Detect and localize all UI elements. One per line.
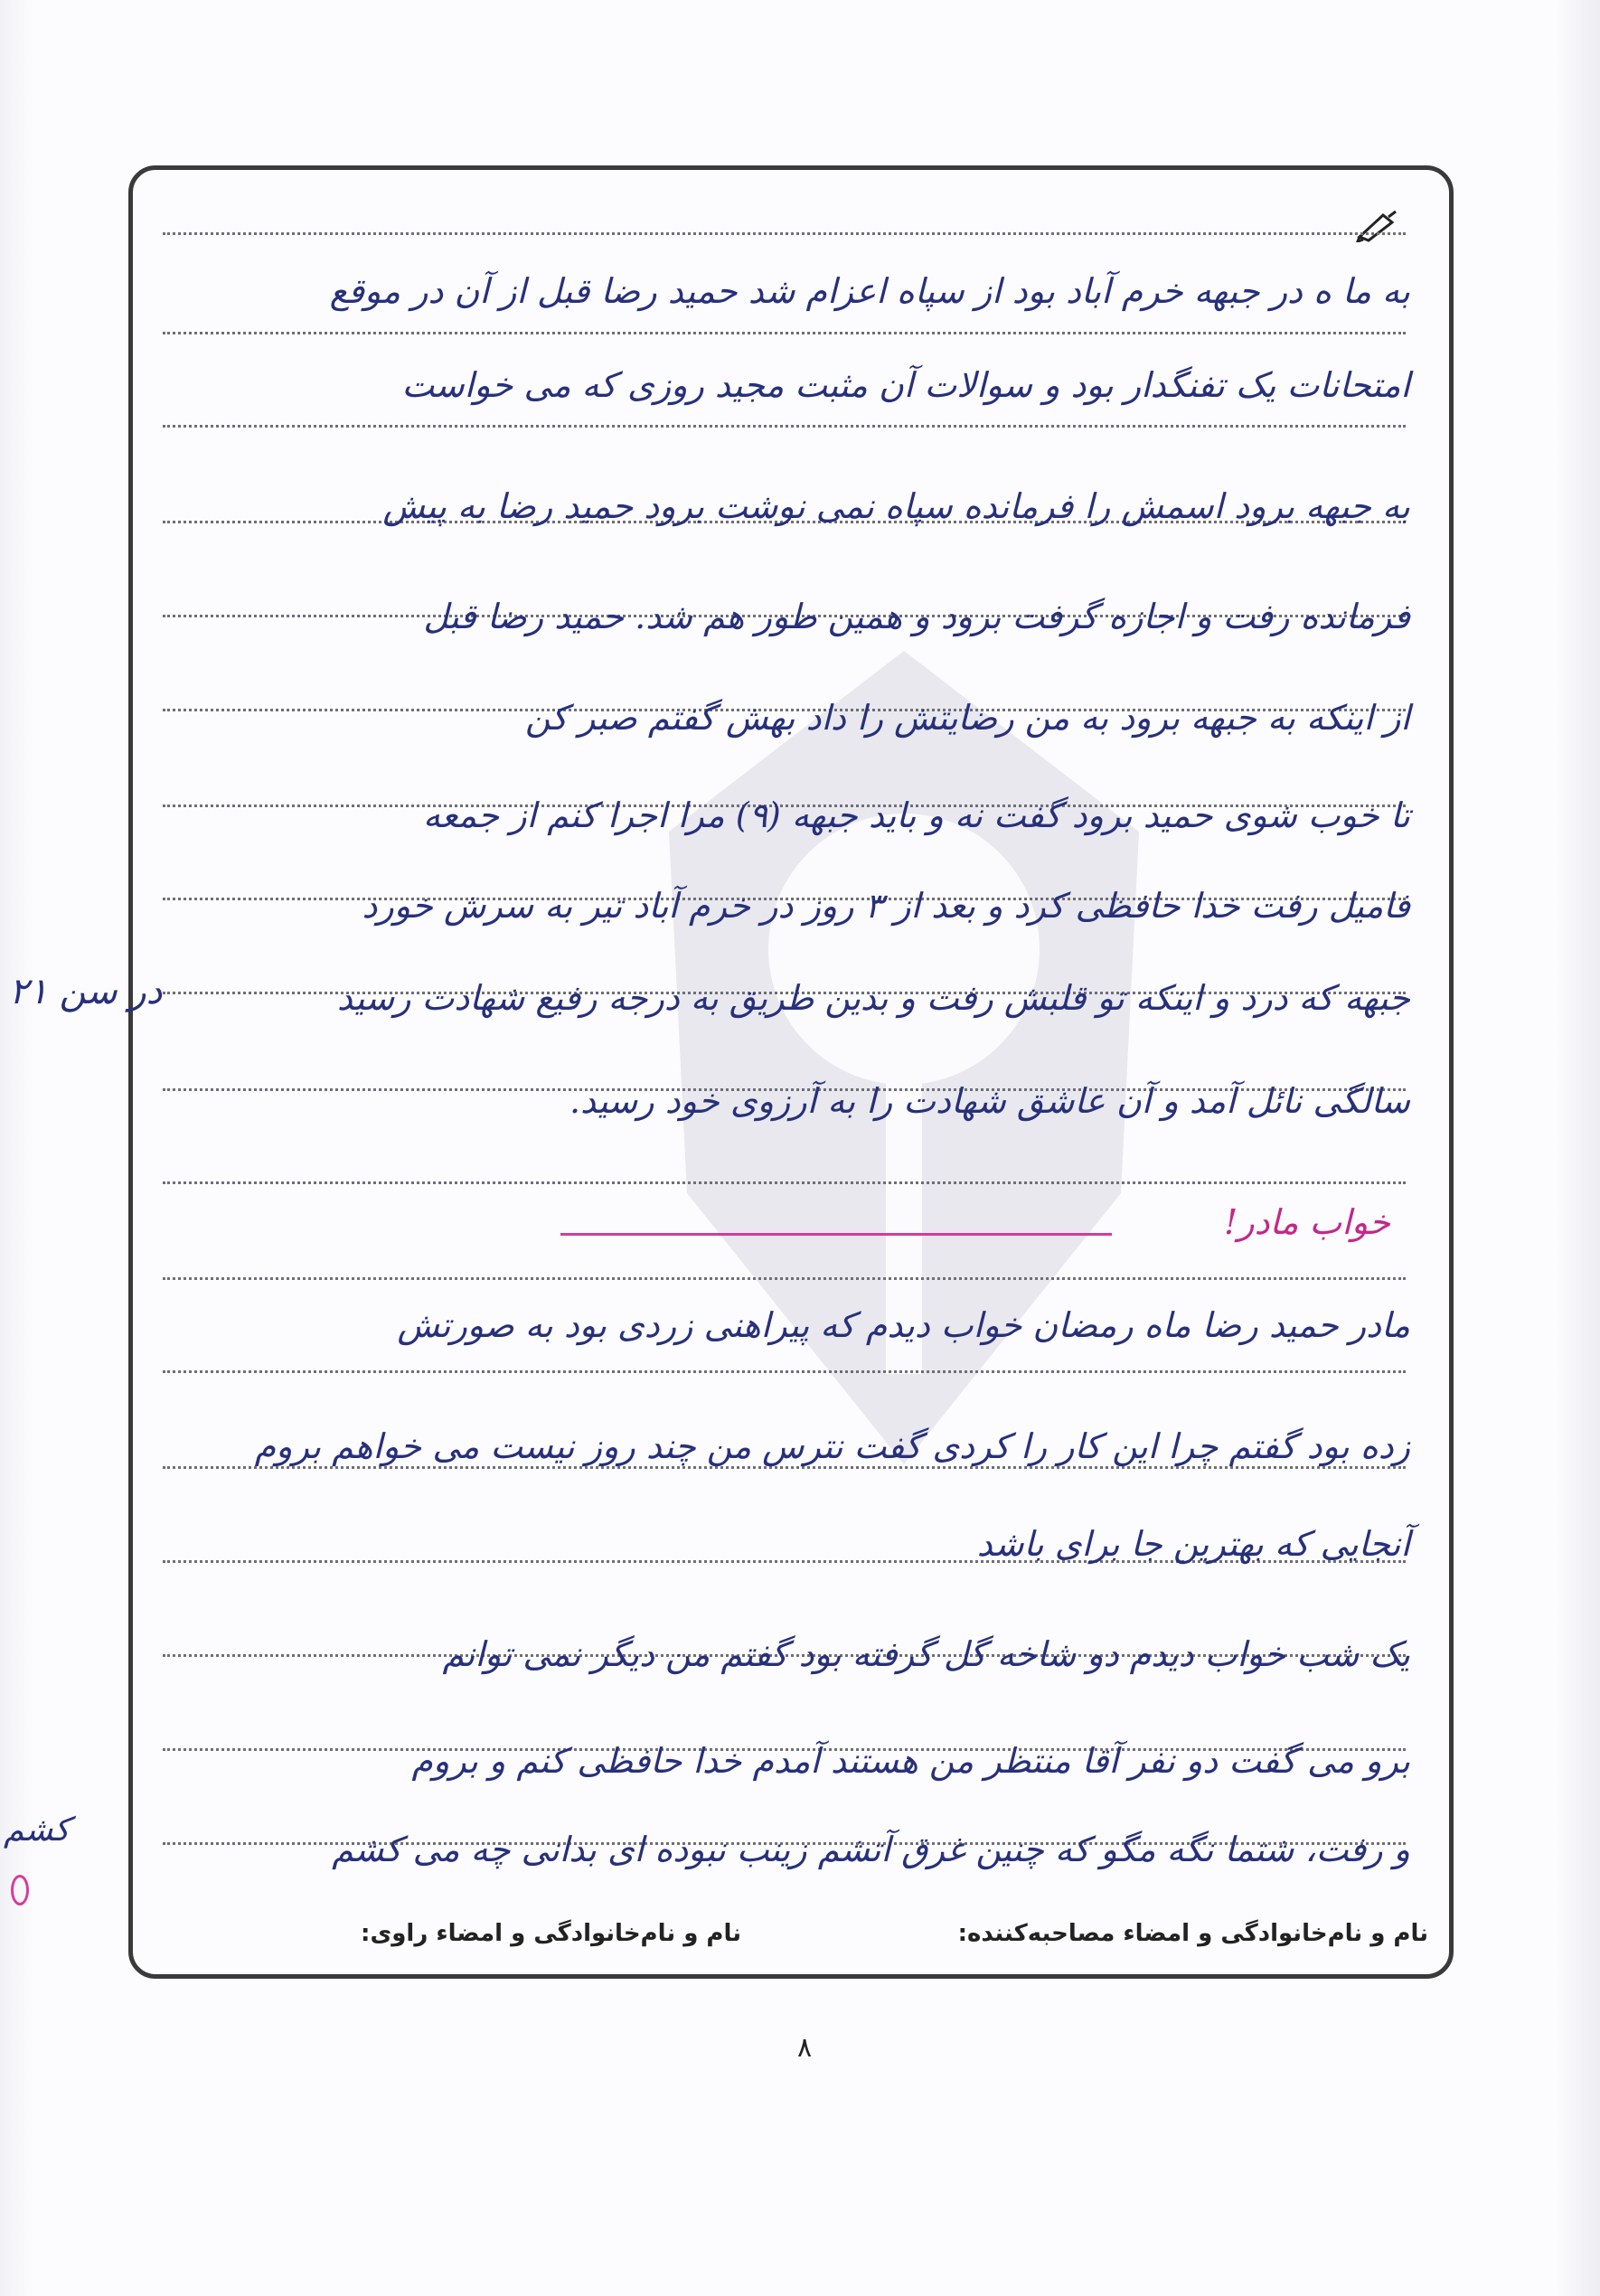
- heading-underline: [560, 1233, 1112, 1236]
- narrator-signature-label: نام و نام‌خانوادگی و امضاء راوی:: [361, 1920, 741, 1947]
- handwritten-line: مادر حمید رضا ماه رمضان خواب دیدم که پیراهنی زردی بود به صورتش: [397, 1305, 1410, 1345]
- margin-note-bottom: کشم: [4, 1811, 71, 1849]
- handwritten-line: زده بود گفتم چرا این کار را کردی گفت نترس من چند روز نیست می خواهم بروم: [254, 1426, 1410, 1466]
- handwritten-line: فرمانده رفت و اجازه گرفت برود و همین طور هم شد. حمید رضا قبل: [423, 597, 1410, 636]
- handwritten-line: و رفت، شتما نگه مگو که چنین غرق آتشم زینب نبوده ای بدانی چه می کشم: [332, 1830, 1410, 1869]
- handwritten-line: فامیل رفت خدا حافظی کرد و بعد از ۳ روز در خرم آباد تیر به سرش خورد: [362, 886, 1410, 926]
- handwritten-line: سالگی نائل آمد و آن عاشق شهادت را به آرزوی خود رسید.: [569, 1081, 1410, 1121]
- pink-ink-mark: [11, 1875, 29, 1905]
- handwritten-line: آنجایی که بهترین جا برای باشد: [976, 1524, 1410, 1564]
- handwritten-line: به جبهه برود اسمش را فرمانده سپاه نمی نوشت برود حمید رضا به پیش: [382, 486, 1410, 526]
- guide-line: [163, 332, 1406, 334]
- guide-line: [163, 1181, 1406, 1184]
- handwritten-line: به ما ه در جبهه خرم آباد بود از سپاه اعزام شد حمید رضا قبل از آن در موقع: [329, 271, 1410, 311]
- guide-line: [163, 1370, 1406, 1373]
- handwritten-line: یک شب خواب دیدم دو شاخه گل گرفته بود گفتم من دیگر نمی توانم: [442, 1634, 1410, 1674]
- handwritten-line: از اینکه به جبهه برود به من رضایتش را داد بهش گفتم صبر کن: [524, 698, 1410, 738]
- pen-icon: [1356, 210, 1399, 242]
- guide-line: [163, 1466, 1406, 1469]
- guide-line: [163, 425, 1406, 428]
- interviewer-signature-label: نام و نام‌خانوادگی و امضاء مصاحبه‌کننده:: [957, 1920, 1428, 1947]
- writing-frame: [128, 165, 1454, 1979]
- margin-note-age: در سن ۲۱: [9, 971, 163, 1012]
- page-number: ۸: [796, 2032, 813, 2064]
- handwritten-line: تا خوب شوی حمید برود گفت نه و باید جبهه (۹) مرا اجرا کنم از جمعه: [422, 795, 1410, 835]
- guide-line: [163, 232, 1406, 235]
- handwritten-line: امتحانات یک تفنگدار بود و سوالات آن مثبت مجید روزی که می خواست: [401, 365, 1410, 405]
- handwritten-line: جبهه که درد و اینکه تو قلبش رفت و بدین طریق به درجه رفیع شهادت رسید: [336, 978, 1410, 1018]
- guide-line: [163, 1277, 1406, 1280]
- dream-heading: خواب مادر!: [1223, 1202, 1390, 1242]
- handwritten-line: برو می گفت دو نفر آقا منتظر من هستند آمدم خدا حافظی کنم و بروم: [411, 1741, 1410, 1781]
